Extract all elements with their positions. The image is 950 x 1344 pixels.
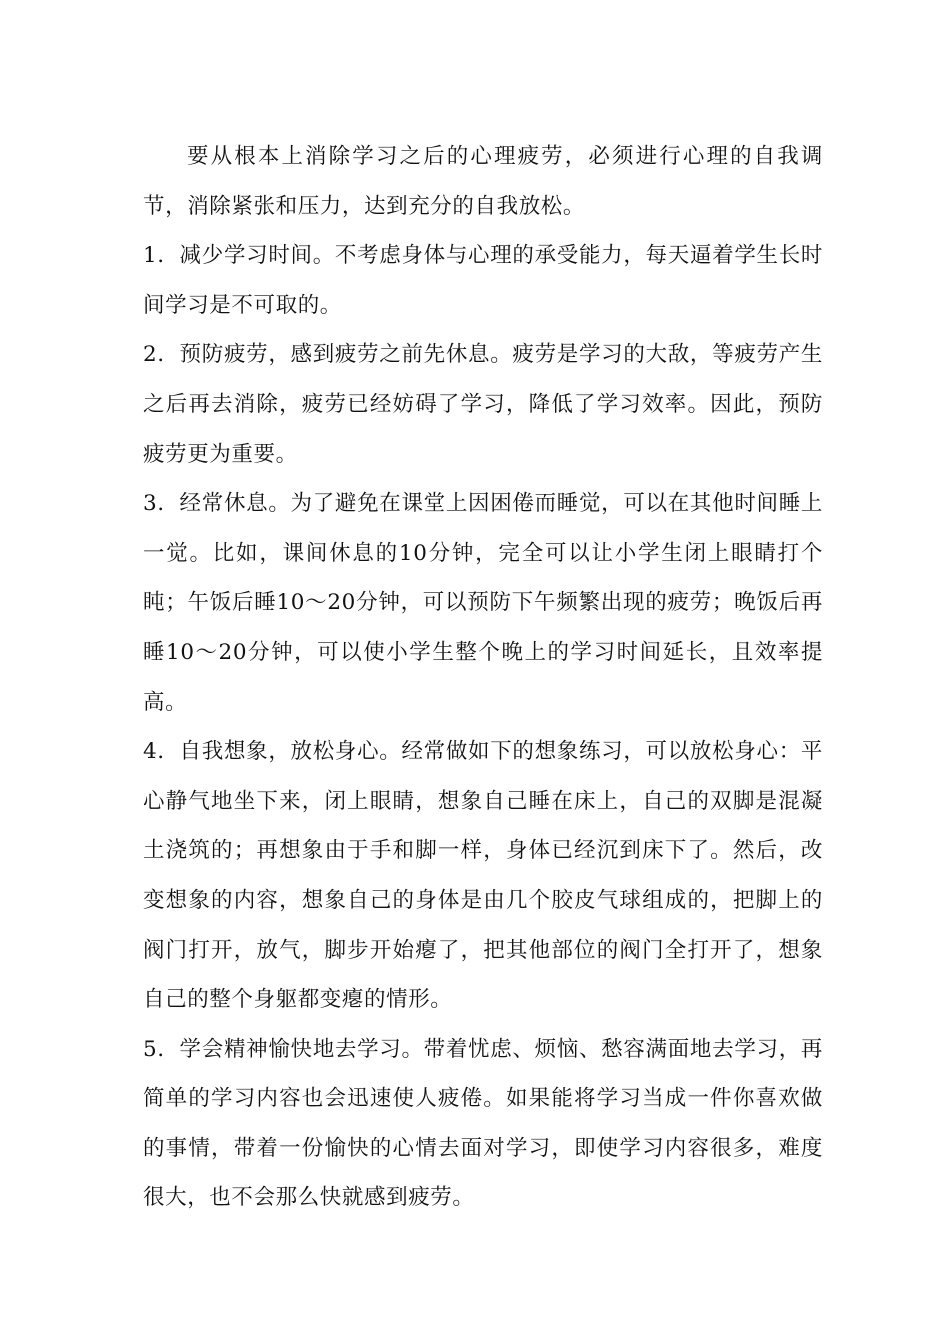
tip-paragraph-4: 4．自我想象，放松身心。经常做如下的想象练习，可以放松身心：平心静气地坐下来，闭上眼睛，想象自己睡在床上，自己的双脚是混凝土浇筑的；再想象由于手和脚一样，身体已经沉到床下了。然后，改变想象的内容，想象自己的身体是由几个胶皮气球组成的，把脚上的阀门打开，放气，脚步开始瘪了，把其他部位的阀门全打开了，想象自己的整个身躯都变瘪的情形。 — [143, 739, 823, 1013]
intro-paragraph: 要从根本上消除学习之后的心理疲劳，必须进行心理的自我调节，消除紧张和压力，达到充分的自我放松。 — [143, 144, 823, 219]
document-body — [143, 132, 823, 1223]
tip-paragraph-3: 3．经常休息。为了避免在课堂上因困倦而睡觉，可以在其他时间睡上一觉。比如，课间休息的10分钟，完全可以让小学生闭上眼睛打个盹；午饭后睡10～20分钟，可以预防下午频繁出现的疲劳；晚饭后再睡10～20分钟，可以使小学生整个晚上的学习时间延长，且效率提高。 — [143, 491, 823, 715]
tip-paragraph-5: 5．学会精神愉快地去学习。带着忧虑、烦恼、愁容满面地去学习，再简单的学习内容也会迅速使人疲倦。如果能将学习当成一件你喜欢做的事情，带着一份愉快的心情去面对学习，即使学习内容很多，难度很大，也不会那么快就感到疲劳。 — [143, 1036, 823, 1211]
tip-paragraph-1: 1．减少学习时间。不考虑身体与心理的承受能力，每天逼着学生长时间学习是不可取的。 — [143, 243, 823, 318]
tip-paragraph-2: 2．预防疲劳，感到疲劳之前先休息。疲劳是学习的大敌，等疲劳产生之后再去消除，疲劳已经妨碍了学习，降低了学习效率。因此，预防疲劳更为重要。 — [143, 342, 823, 467]
